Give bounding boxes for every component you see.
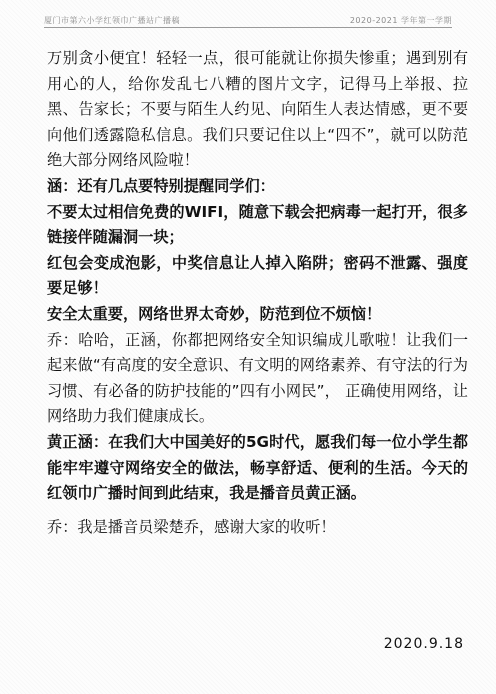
document-date: 2020.9.18 [383,636,464,652]
header-left-title: 厦门市第六小学红领巾广播站广播稿 [44,16,180,25]
paragraph-closing-qiao: 乔：我是播音员梁楚乔，感谢大家的收听！ [47,517,336,536]
paragraph-wifi-warning: 不要太过相信免费的WIFI，随意下载会把病毒一起打开，很多链接伴随漏洞一块； [47,202,468,247]
paragraph-qiao-response: 乔：哈哈，正涵，你都把网络安全知识编成儿歌啦！让我们一起来做“有高度的安全意识、有文明的网络素养、有守法的行为习惯、有必备的防护技能的”四有小网民”， 正确使用网络，让网络助力我们健康成长。 [47,330,468,426]
page-header [44,12,452,26]
paragraph-safety-slogan: 安全太重要，网络世界太奇妙，防范到位不烦恼！ [47,304,382,323]
paragraph-safety-tips: 万别贪小便宜！轻轻一点，很可能就让你损失惨重；遇到别有用心的人，给你发乱七八糟的图片文字，记得马上举报、拉黑、告家长；不要与陌生人约见、向陌生人表达情感，更不要向他们透露隐私信息。我们只要记住以上“四不”，就可以防范绝大部分网络风险啦！ [47,49,468,170]
header-right-term: 2020-2021 学年第一学期 [349,16,452,25]
document-body [47,46,468,540]
paragraph-reminder-intro: 涵：还有几点要特别提醒同学们： [47,176,275,195]
header-divider [44,27,452,28]
paragraph-closing-huang: 黄正涵：在我们大中国美好的5G时代，愿我们每一位小学生都能牢牢遵守网络安全的做法，畅享舒适、便利的生活。今天的红领巾广播时间到此结束，我是播音员黄正涵。 [47,432,468,503]
paragraph-redpacket-warning: 红包会变成泡影，中奖信息让人掉入陷阱；密码不泄露、强度要足够！ [47,253,468,298]
